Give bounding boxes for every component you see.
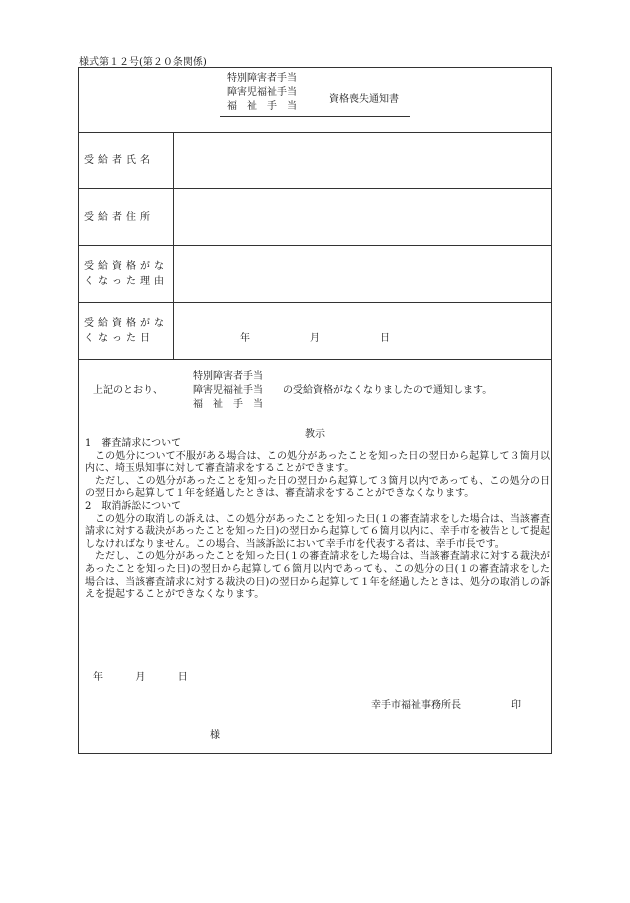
loss-date-field[interactable] (174, 303, 551, 359)
loss-reason-field[interactable] (174, 246, 551, 302)
addressee-honorific: 様 (210, 730, 220, 741)
form-number: 様式第１２号(第２０条関係) (79, 57, 207, 68)
recipient-address-label: 受給者住所 (84, 211, 154, 223)
notice-form (78, 67, 552, 754)
date-year-label: 年 (240, 333, 250, 344)
date-day-label: 日 (380, 333, 390, 344)
instruction-body (85, 438, 550, 602)
item2-paragraph-2: ただし、この処分があったことを知った日(１の審査請求をした場合は、当該審査請求に対する裁決があったことを知った日)の翌日から起算して６箇月以内であっても、この処分の日(１の審査請求をした場合は、当該審査請求に対する裁決の日)の翌日から起算して１年を経過したときは、処分の取消しの訴えを提起することができなくなります。 (85, 551, 550, 601)
row-recipient-address (79, 189, 551, 246)
date-month-label: 月 (310, 333, 320, 344)
row-loss-date (79, 303, 551, 360)
title-underline (220, 116, 410, 117)
row-label (79, 246, 174, 302)
row-recipient-name (79, 132, 551, 189)
instruction-title: 教示 (305, 429, 325, 440)
notice-tail: の受給資格がなくなりましたので通知します。 (283, 385, 493, 396)
title-allowance-1: 特別障害者手当 (227, 73, 297, 84)
notice-allowance-3: 福 祉 手 当 (193, 399, 263, 410)
row-label (79, 303, 174, 359)
recipient-name-field[interactable] (174, 132, 551, 188)
notice-lead: 上記のとおり、 (93, 385, 163, 396)
item1-heading: 1 審査請求について (85, 438, 182, 449)
row-label (79, 189, 174, 245)
loss-reason-label: 受給資格がなくなった理由 (84, 261, 168, 287)
issue-date-day: 日 (177, 672, 188, 683)
row-label (79, 132, 174, 188)
item1-paragraph-1: この処分について不服がある場合は、この処分があったことを知った日の翌日から起算して３箇月以内に、埼玉県知事に対して審査請求をすることができます。 (85, 450, 550, 475)
document-name: 資格喪失通知書 (329, 94, 399, 105)
issue-date (93, 668, 188, 683)
seal-mark: 印 (511, 700, 521, 711)
issuer-name: 幸手市福祉事務所長 (371, 700, 461, 711)
issue-date-year: 年 (93, 672, 103, 683)
title-allowance-2: 障害児福祉手当 (227, 87, 297, 98)
item2-paragraph-1: この処分の取消しの訴えは、この処分があったことを知った日(１の審査請求をした場合は、当該審査請求に対する裁決があったことを知った日)の翌日から起算して６箇月以内に、幸手市を被告として提起しなければなりません。この場合、当該訴訟において幸手市を代表する者は、幸手市長です。 (85, 513, 550, 550)
recipient-address-field[interactable] (174, 189, 551, 245)
title-block (79, 68, 551, 133)
item1-paragraph-2: ただし、この処分があったことを知った日の翌日から起算して３箇月以内であっても、この処分の日の翌日から起算して１年を経過したときは、審査請求をすることができなくなります。 (85, 475, 550, 500)
issue-date-month: 月 (135, 672, 146, 683)
row-loss-reason (79, 246, 551, 303)
notice-allowance-2: 障害児福祉手当 (193, 385, 263, 396)
notice-allowance-list (193, 370, 263, 412)
title-allowance-3: 福 祉 手 当 (227, 101, 297, 112)
recipient-name-label: 受給者氏名 (84, 154, 154, 166)
item2-heading: 2 取消訴訟について (85, 500, 182, 512)
loss-date-label: 受給資格がなくなった日 (84, 318, 168, 344)
notice-allowance-1: 特別障害者手当 (193, 371, 263, 382)
